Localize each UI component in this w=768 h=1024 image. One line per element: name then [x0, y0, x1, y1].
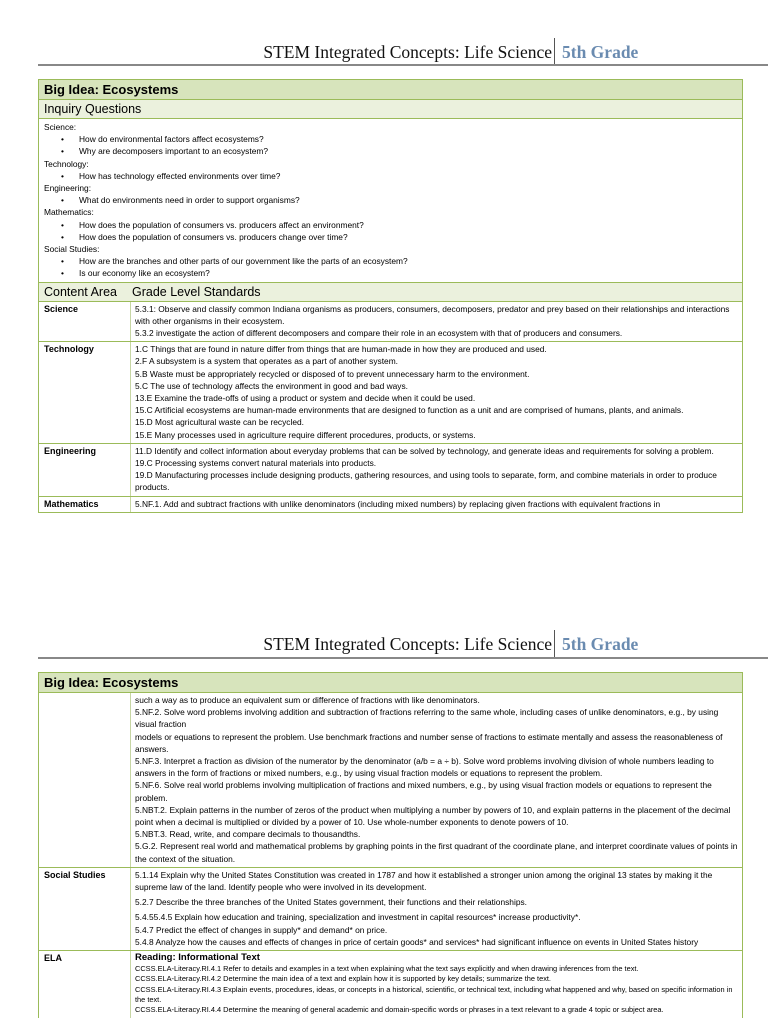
inquiry-item: • How are the branches and other parts of our government like the parts of an ecosystem? [44, 255, 737, 267]
standards-cell [131, 302, 742, 342]
header-rule [38, 657, 768, 659]
standard-line: 5.4.55.4.5 Explain how education and training, specialization and investment in capital resources* increase productivity*. [135, 912, 581, 923]
table-row [39, 497, 742, 512]
table-row [39, 342, 742, 444]
standard-line: 5.NBT.2. Explain patterns in the number of zeros of the product when multiplying a number by powers of 10, and explain patterns in the placement of the decimal point when a decimal is multiplied or divided by a power of 10. Use whole-number exponents to denote powers of 10. [135, 804, 731, 828]
inquiry-questions [39, 119, 742, 283]
standards-header: Grade Level Standards [132, 284, 261, 299]
content-area-label: Science [39, 302, 131, 342]
inquiry-item: • How has technology effected environments over time? [44, 170, 737, 182]
table-row [39, 951, 742, 1017]
inquiry-subject: Social Studies: [44, 244, 100, 255]
standards-cell [131, 951, 742, 1017]
standard-line: CCSS.ELA-Literacy.RI.4.3 Explain events, procedures, ideas, or concepts in a historical, scientific, or technical text, including what happened and why, based on specific information in the text. [135, 984, 733, 1004]
content-area-label: ELA [39, 951, 131, 1017]
content-area-label: Engineering [39, 444, 131, 496]
standards-table [38, 79, 743, 513]
header-title: STEM Integrated Concepts: Life Science [263, 634, 552, 654]
standard-line: 5.4.8 Analyze how the causes and effects of changes in price of certain goods* and services* had significant influence on events in United States history [135, 936, 699, 947]
standard-line: 5.NF.1. Add and subtract fractions with unlike denominators (including mixed numbers) by replacing given fractions with equivalent fractions in [135, 498, 661, 509]
inquiry-subject: Technology: [44, 158, 89, 169]
page-header [0, 36, 768, 66]
standard-line: 5.C The use of technology affects the environment in good and bad ways. [135, 380, 408, 391]
standard-line: 5.NF.2. Solve word problems involving addition and subtraction of fractions referring to the same whole, including cases of unlike denominators, e.g., by using visual fraction [135, 707, 719, 730]
inquiry-heading: Inquiry Questions [39, 100, 742, 119]
ela-subheading: Reading: Informational Text [135, 952, 260, 964]
standard-line: 5.1.14 Explain why the United States Constitution was created in 1787 and how it established a stronger union among the original 13 states by making it the supreme law of the land. Identify people who were involved in its development. [135, 869, 713, 893]
inquiry-item: • How do environmental factors affect ecosystems? [44, 133, 737, 145]
standard-line: 5.3.2 investigate the action of different decomposers and compare their role in an ecosystem with that of producers and consumers. [135, 328, 623, 339]
standard-line: 5.B Waste must be appropriately recycled or disposed of to prevent unnecessary harm to the environment. [135, 368, 530, 379]
standard-line: 2.F A subsystem is a system that operates as a part of another system. [135, 356, 399, 367]
header-rule [38, 64, 768, 66]
standard-line: 19.C Processing systems convert natural materials into products. [135, 458, 377, 469]
standard-line: 5.G.2. Represent real world and mathematical problems by graphing points in the first quadrant of the coordinate plane, and interpret coordinate values of points in the context of the situation. [135, 841, 738, 864]
standard-line: 5.NF.3. Interpret a fraction as division of the numerator by the denominator (a/b = a ÷ b). Solve word problems involving division of whole numbers leading to answers in the form of fractions or mixed numbers, e.g., by using visual fraction models or equations to represent the problem. [135, 756, 714, 779]
inquiry-item: • How does the population of consumers vs. producers affect an environment? [44, 219, 737, 231]
standards-cell [131, 444, 742, 496]
standards-cell [131, 497, 742, 512]
standard-line: 13.E Examine the trade-offs of using a product or system and decide when it could be used. [135, 393, 476, 404]
standards-cell [131, 693, 742, 867]
standard-line: models or equations to represent the problem. Use benchmark fractions and number sense of fractions to estimate mentally and assess the reasonableness of answers. [135, 731, 723, 754]
standard-line: 19.D Manufacturing processes include designing products, gathering resources, and using tools to separate, form, and combine materials in order to produce products. [135, 470, 717, 493]
big-idea-heading: Big Idea: Ecosystems [39, 673, 742, 693]
table-row [39, 693, 742, 868]
inquiry-item: • What do environments need in order to support organisms? [44, 194, 737, 206]
page-header [0, 628, 768, 658]
standard-line: 5.NF.6. Solve real world problems involving multiplication of fractions and mixed numbers, e.g., by using visual fraction models or equations to represent the problem. [135, 780, 712, 803]
standard-line: 15.E Many processes used in agriculture require different procedures, products, or systems. [135, 429, 476, 440]
standard-line: CCSS.ELA-Literacy.RI.4.2 Determine the main idea of a text and explain how it is supported by key details; summarize the text. [135, 974, 551, 984]
header-grade: 5th Grade [562, 42, 639, 62]
standard-line: 15.D Most agricultural waste can be recycled. [135, 417, 304, 428]
inquiry-subject: Science: [44, 122, 77, 132]
column-headers [39, 283, 742, 302]
standards-table-continued [38, 672, 743, 1018]
table-row [39, 302, 742, 343]
standard-line: CCSS.ELA-Literacy.RI.4.4 Determine the meaning of general academic and domain-specific words or phrases in a text relevant to a grade 4 topic or subject area. [135, 1005, 664, 1015]
standard-line: 5.4.7 Predict the effect of changes in supply* and demand* on price. [135, 924, 388, 935]
standard-line: 15.C Artificial ecosystems are human-made environments that are designed to function as a unit and are comprised of humans, plants, and animals. [135, 405, 684, 416]
standard-line: such a way as to produce an equivalent sum or difference of fractions with like denominators. [135, 695, 480, 705]
content-area-label: Social Studies [39, 868, 131, 950]
header-title: STEM Integrated Concepts: Life Science [263, 42, 552, 62]
header-separator [554, 630, 555, 658]
standards-cell [131, 868, 742, 950]
standards-cell [131, 342, 742, 443]
table-row [39, 444, 742, 497]
table-row [39, 868, 742, 951]
standard-line: 1.C Things that are found in nature differ from things that are human-made in how they are produced and used. [135, 344, 547, 355]
standard-line: 5.NBT.3. Read, write, and compare decimals to thousandths. [135, 829, 361, 840]
content-area-label: Mathematics [39, 497, 131, 512]
content-area-header: Content Area [44, 284, 117, 299]
big-idea-heading: Big Idea: Ecosystems [39, 80, 742, 100]
inquiry-subject: Mathematics: [44, 207, 94, 218]
inquiry-subject: Engineering: [44, 183, 92, 194]
page-2 [0, 595, 768, 1024]
inquiry-item: • Why are decomposers important to an ecosystem? [44, 145, 737, 157]
standard-line: 5.3.1: Observe and classify common Indiana organisms as producers, consumers, decomposers, predator and prey based on their relationships and interactions with other organisms in their ecosystem. [135, 303, 730, 326]
header-separator [554, 38, 555, 66]
standard-line: CCSS.ELA-Literacy.RI.4.1 Refer to details and examples in a text when explaining what the text says explicitly and when drawing inferences from the text. [135, 964, 639, 974]
content-area-label: Technology [39, 342, 131, 443]
inquiry-item: • Is our economy like an ecosystem? [44, 267, 737, 279]
header-grade: 5th Grade [562, 634, 639, 654]
inquiry-item: • How does the population of consumers vs. producers change over time? [44, 231, 737, 243]
standard-line: 5.2.7 Describe the three branches of the United States government, their functions and their relationships. [135, 897, 527, 908]
standard-line: 11.D Identify and collect information about everyday problems that can be solved by technology, and generate ideas and requirements for solving a problem. [135, 445, 714, 456]
content-area-label [39, 693, 131, 867]
